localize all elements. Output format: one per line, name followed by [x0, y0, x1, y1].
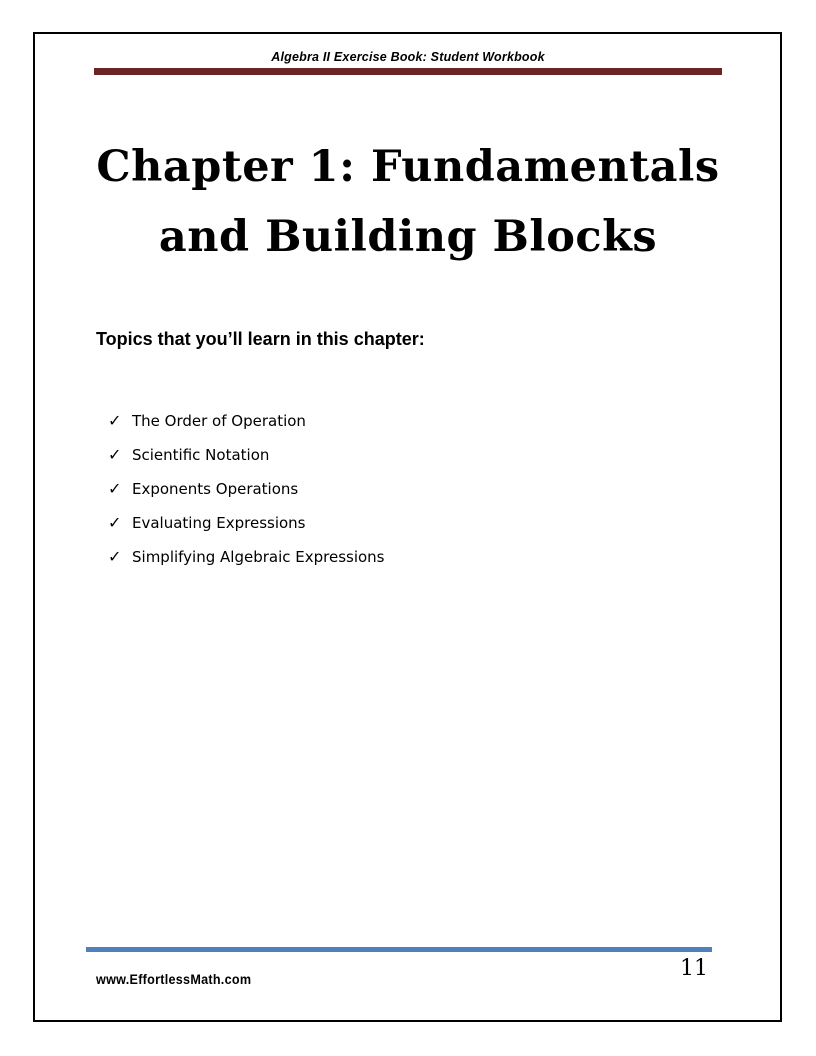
header-rule	[94, 68, 722, 75]
page-number: 11	[680, 956, 708, 981]
topic-list	[108, 404, 385, 574]
topic-label: Evaluating Expressions	[132, 514, 306, 532]
checkmark-icon: ✓	[108, 513, 122, 532]
topic-label: Simplifying Algebraic Expressions	[132, 548, 385, 566]
running-header: Algebra II Exercise Book: Student Workbook	[271, 50, 545, 64]
checkmark-icon: ✓	[108, 411, 122, 430]
topic-label: Exponents Operations	[132, 480, 299, 498]
topics-heading: Topics that you’ll learn in this chapter:	[96, 329, 425, 349]
checkmark-icon: ✓	[108, 479, 122, 498]
footer-rule	[86, 947, 712, 952]
chapter-title: Chapter 1: Fundamentals and Building Blocks	[96, 142, 720, 262]
list-item	[108, 472, 385, 506]
topic-label: Scientific Notation	[132, 446, 270, 464]
list-item	[108, 540, 385, 574]
topic-label: The Order of Operation	[132, 412, 306, 430]
checkmark-icon: ✓	[108, 445, 122, 464]
list-item	[108, 506, 385, 540]
list-item	[108, 404, 385, 438]
checkmark-icon: ✓	[108, 547, 122, 566]
list-item	[108, 438, 385, 472]
footer-website: www.EffortlessMath.com	[96, 971, 252, 987]
